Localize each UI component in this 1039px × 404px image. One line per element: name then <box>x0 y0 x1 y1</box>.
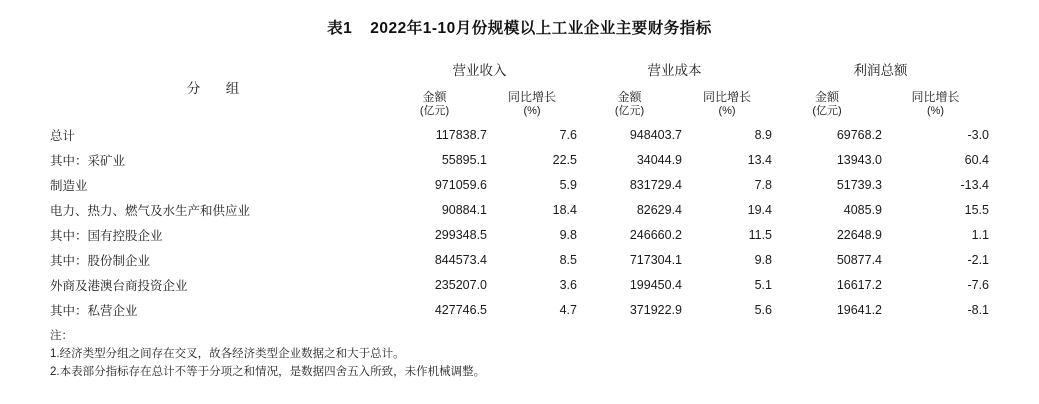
cell-profit-growth: 60.4 <box>964 152 989 167</box>
cell-revenue-growth: 4.7 <box>559 302 577 317</box>
cell-profit-amount: 22648.9 <box>836 227 882 242</box>
subheader-unit: (%) <box>926 104 945 117</box>
table-row <box>50 122 989 147</box>
cell-cost-growth: 5.6 <box>754 302 772 317</box>
column-header-cost: 营业成本 <box>647 63 702 78</box>
subheader-unit: (%) <box>523 104 541 117</box>
note-line-2: 2.本表部分指标存在总计不等于分项之和情况，是数据四舍五入所致，未作机械调整。 <box>50 365 486 378</box>
cell-revenue-growth: 8.5 <box>559 252 577 267</box>
subheader-profit-growth <box>882 86 989 122</box>
table-row <box>50 197 989 222</box>
cell-profit-growth: 15.5 <box>964 202 989 217</box>
subheader-label: 同比增长 <box>507 89 556 104</box>
page-title <box>0 0 1039 52</box>
cell-cost-growth: 11.5 <box>748 227 772 242</box>
cell-revenue-amount: 90884.1 <box>441 202 487 217</box>
cell-profit-growth: -2.1 <box>967 252 989 267</box>
table-row <box>50 222 989 247</box>
column-header-revenue: 营业收入 <box>452 63 507 78</box>
cell-cost-growth: 19.4 <box>747 202 772 217</box>
cell-profit-amount: 19641.2 <box>836 302 882 317</box>
column-header-group: 分 组 <box>186 81 246 96</box>
table-notes <box>0 322 1039 381</box>
cell-profit-growth: -8.1 <box>967 302 989 317</box>
table-row <box>50 172 989 197</box>
financial-indicators-table <box>50 52 989 322</box>
table-title: 2022年1-10月份规模以上工业企业主要财务指标 <box>370 20 712 37</box>
subheader-label: 金额 <box>617 89 642 104</box>
subheader-unit: (亿元) <box>419 104 450 117</box>
note-line-1: 1.经济类型分组之间存在交叉，故各经济类型企业数据之和大于总计。 <box>50 347 405 360</box>
cell-profit-amount: 51739.3 <box>836 177 882 192</box>
cell-revenue-growth: 22.5 <box>552 152 577 167</box>
subheader-unit: (%) <box>718 104 736 117</box>
cell-revenue-growth: 5.9 <box>559 177 577 192</box>
table-row <box>50 247 989 272</box>
cell-cost-amount: 371922.9 <box>629 302 682 317</box>
cell-cost-amount: 82629.4 <box>636 202 682 217</box>
row-label: 其中：国有控股企业 <box>50 228 163 243</box>
table-row <box>50 297 989 322</box>
cell-revenue-amount: 117838.7 <box>435 127 487 142</box>
cell-cost-amount: 948403.7 <box>629 127 682 142</box>
table-container <box>0 52 1039 322</box>
cell-cost-growth: 9.8 <box>754 252 772 267</box>
cell-cost-growth: 13.4 <box>747 152 772 167</box>
cell-cost-growth: 5.1 <box>754 277 772 292</box>
cell-revenue-amount: 299348.5 <box>434 227 487 242</box>
cell-profit-amount: 4085.9 <box>843 202 882 217</box>
table-number: 表1 <box>327 20 353 37</box>
row-label: 电力、热力、燃气及水生产和供应业 <box>50 203 251 218</box>
subheader-label: 同比增长 <box>702 89 751 104</box>
cell-profit-growth: -3.0 <box>967 127 989 142</box>
cell-profit-amount: 13943.0 <box>836 152 882 167</box>
cell-revenue-growth: 18.4 <box>552 202 577 217</box>
cell-revenue-amount: 427746.5 <box>434 302 487 317</box>
subheader-cost-amount <box>577 86 682 122</box>
subheader-label: 金额 <box>422 89 447 104</box>
subheader-revenue-growth <box>487 86 577 122</box>
cell-cost-amount: 831729.4 <box>629 177 682 192</box>
cell-cost-amount: 717304.1 <box>629 252 682 267</box>
subheader-unit: (亿元) <box>614 104 645 117</box>
cell-profit-growth: -7.6 <box>967 277 989 292</box>
cell-cost-amount: 199450.4 <box>629 277 682 292</box>
row-label: 制造业 <box>50 178 88 193</box>
cell-cost-amount: 34044.9 <box>636 152 682 167</box>
column-header-profit: 利润总额 <box>853 63 908 78</box>
cell-revenue-amount: 844573.4 <box>434 252 487 267</box>
cell-revenue-amount: 235207.0 <box>434 277 487 292</box>
cell-revenue-growth: 7.6 <box>559 127 577 142</box>
cell-profit-amount: 16617.2 <box>836 277 882 292</box>
subheader-label: 金额 <box>814 89 839 104</box>
row-label: 其中：股份制企业 <box>50 253 151 268</box>
cell-cost-growth: 8.9 <box>754 127 772 142</box>
cell-revenue-amount: 971059.6 <box>434 177 487 192</box>
subheader-revenue-amount <box>382 86 487 122</box>
row-label: 其中：采矿业 <box>50 153 126 168</box>
row-label: 其中：私营企业 <box>50 303 138 318</box>
row-label: 外商及港澳台商投资企业 <box>50 278 188 293</box>
subheader-label: 同比增长 <box>911 89 960 104</box>
subheader-profit-amount <box>772 86 882 122</box>
row-label: 总计 <box>50 128 76 143</box>
cell-profit-growth: 1.1 <box>971 227 989 242</box>
subheader-unit: (亿元) <box>812 104 842 117</box>
notes-heading: 注： <box>50 330 73 342</box>
cell-revenue-growth: 3.6 <box>559 277 577 292</box>
cell-profit-amount: 69768.2 <box>836 127 882 142</box>
cell-revenue-growth: 9.8 <box>559 227 577 242</box>
table-header-groups <box>50 52 989 86</box>
cell-revenue-amount: 55895.1 <box>441 152 487 167</box>
cell-cost-growth: 7.8 <box>754 177 772 192</box>
table-row <box>50 147 989 172</box>
table-row <box>50 272 989 297</box>
cell-profit-growth: -13.4 <box>960 177 989 192</box>
cell-profit-amount: 50877.4 <box>836 252 882 267</box>
cell-cost-amount: 246660.2 <box>629 227 682 242</box>
subheader-cost-growth <box>682 86 772 122</box>
